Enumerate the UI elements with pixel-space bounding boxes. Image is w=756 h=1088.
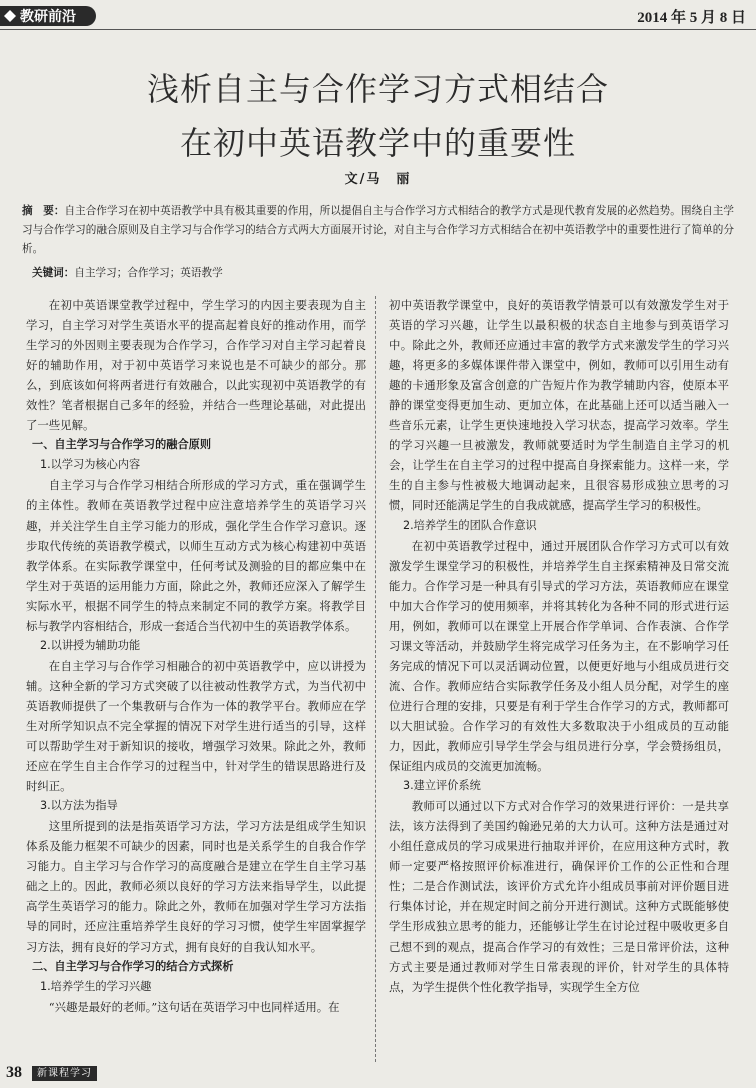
page-header	[0, 0, 756, 30]
article-title	[0, 62, 756, 170]
paragraph-2-1-continued: 初中英语教学课堂中，良好的英语教学情景可以有效激发学生对于英语的学习兴趣，让学生以最积极的状态自主地参与到英语学习中。除此之外，教师还应通过丰富的教学方式来激发学生的学习兴趣，将更多的多媒体课件带入课堂中，例如，教师可以引用生动有趣的卡通形象及富含创意的广告短片作为教学辅助内容，使原本平静的课堂变得更加生动、更加立体，在此基础上还可以适当融入一些音乐元素，让学生更快速地投入学习状态，提高学习效率。学生的学习兴趣一旦被激发，教师就要适时为学生制造自主学习的机会，让学生在自主学习的过程中提高自身探索能力。这样一来，学生的自主参与性被极大地调动起来，且很容易形成独立思考的习惯，同时还能满足学生的自我成就感，提高学生学习的积极性。	[389, 298, 729, 513]
intro-paragraph: 在初中英语课堂教学过程中，学生学习的内因主要表现为自主学习，自主学习对学生英语水平的提高起着良好的推动作用，而学生学习的外因则主要表现为合作学习，合作学习对自主学习起着良好的辅助作用，对于初中英语学习来说也是不可缺少的部分。那么，到底该如何将两者进行有效融合，以此实现初中英语教学的有效性？笔者根据自己多年的经验，并结合一些理论基础，对此提出了一些见解。	[26, 298, 366, 433]
journal-logo: 新课程学习	[32, 1066, 97, 1081]
keywords-text: 自主学习；合作学习；英语教学	[74, 267, 223, 279]
paragraph-1-1: 自主学习与合作学习相结合所形成的学习方式，重在强调学生的主体性。教师在英语教学过程中应注意培养学生的英语学习兴趣，并关注学生自主学习能力的形成，强化学生合作学习意识。逐步取代传统的英语教学模式，以师生互动方式为核心构建初中英语教学体系。在实际教学课堂中，任何考试及测验的目的都应集中在学生对于英语的运用能力方面，除此之外，教师还应深入了解学生实际水平，根据不同学生的特点来制定不同的教学方案。将教学目标与教学内容相结合，形成一套适合当代初中生的英语教学体系。	[26, 478, 366, 633]
paragraph-2-2: 在初中英语教学过程中，通过开展团队合作学习方式可以有效激发学生课堂学习的积极性，并培养学生自主探索精神及日常交流能力。合作学习是一种具有引导式的学习方法，英语教师应在课堂中加大合作学习的使用频率，并将其转化为各种不同的形式进行运用，例如，教师可以在课堂上开展合作学单词、合作表演、合作学习课文等活动，并鼓励学生将完成学习任务为主，在不影响学习任务完成的情况下可以灵活调动位置，以便更好地与小组成员进行交流、合作。教师应结合实际教学任务及小组人员分配，对学生的座位进行合理的安排，只要是有利于学生合作学习的方式，教师都可以大胆试验。合作学习的有效性大多数取决于小组成员的互动能力，因此，教师应引导学生学会与组员进行分享，学会赞扬组员，保证组内成员的交流更加流畅。	[389, 538, 729, 774]
subheading-1-1: 1.以学习为核心内容	[40, 458, 141, 472]
keywords	[32, 264, 732, 282]
subheading-2-1: 1.培养学生的学习兴趣	[40, 979, 152, 993]
section-heading-2: 二、自主学习与合作学习的结合方式探析	[32, 959, 234, 973]
paragraph-2-3: 教师可以通过以下方式对合作学习的效果进行评价：一是共享法，该方法得到了美国约翰逊兄弟的大力认可。这种方法是通过对小组任意成员的学习成果进行抽取并评价，在应用这种方式时，教师一定要严格按照评价标准进行，确保评价工作的公正性和合理性；二是合作测试法，该评价方式允许小组成员事前对评价题目进行集体讨论，并在规定时间之前分开进行测试。这种方式既能够使学生形成独立思考的能力，还能够让学生在讨论过程中吸收更多自己想不到的观点，提高合作学习的有效性；三是日常评价法，这种方式主要是通过教师对学生日常表现的评价，针对学生的具体特点，为学生提供个性化教学指导，实现学生全方位	[389, 799, 729, 994]
right-column	[389, 295, 729, 997]
left-column	[26, 295, 366, 1017]
title-line-2: 在初中英语教学中的重要性	[179, 124, 576, 162]
abstract-text: 自主合作学习在初中英语教学中具有极其重要的作用，所以提倡自主与合作学习方式相结合的教学方式是现代教育发展的必然趋势。围绕自主学习与合作学习的融合原则及自主学习与合作学习的结合方式两大方面展开讨论，对自主与合作学习方式相结合在初中英语教学中的重要性进行了简单的分析。	[22, 205, 735, 255]
abstract-label: 摘 要：	[22, 205, 65, 217]
diamond-icon	[4, 10, 16, 22]
subheading-2-2: 2.培养学生的团队合作意识	[403, 518, 537, 532]
author-byline: 文/马 丽	[344, 172, 412, 187]
abstract	[22, 202, 734, 259]
column-tag	[0, 6, 110, 26]
paragraph-1-2: 在自主学习与合作学习相融合的初中英语教学中，应以讲授为辅。这种全新的学习方式突破了以往被动性教学方式，为当代初中英语教师提供了一个集教研与合作为一体的教学平台。教师应在学生对所学知识点不完全掌握的情况下对学生进行适当的引导，这样可以帮助学生对于新知识的接收，增强学习效果。除此之外，教师还应在学生自主合作学习的过程当中，针对学生的错误思路进行及时纠正。	[26, 658, 366, 794]
keywords-label: 关键词：	[32, 267, 75, 279]
section-heading-1: 一、自主学习与合作学习的融合原则	[32, 438, 212, 452]
issue-date: 2014 年 5 月 8 日	[637, 10, 746, 26]
column-name: 教研前沿	[20, 9, 76, 25]
subheading-2-3: 3.建立评价系统	[403, 779, 481, 793]
subheading-1-2: 2.以讲授为辅助功能	[40, 638, 141, 652]
page-number: 38	[6, 1064, 22, 1081]
title-line-1: 浅析自主与合作学习方式相结合	[146, 70, 609, 108]
paragraph-1-3: 这里所提到的法是指英语学习方法，学习方法是组成学生知识体系及能力框架不可缺少的因素，同时也是关系学生的自我合作学习能力。自主学习与合作学习的高度融合是建立在学生自主学习基础之上的。因此，教师必须以良好的学习方法来指导学生，以此提高学生英语学习的能力。除此之外，教师在加强对学生学习方法指导的同时，还应注重培养学生良好的学习习惯，使学生牢固掌握学习方法，拥有良好的学习方式，拥有良好的自我认知水平。	[26, 819, 366, 954]
subheading-1-3: 3.以方法为指导	[40, 799, 118, 813]
paragraph-2-1: “兴趣是最好的老师。”这句话在英语学习中也同样适用。在	[48, 999, 340, 1014]
column-divider	[375, 296, 376, 1062]
